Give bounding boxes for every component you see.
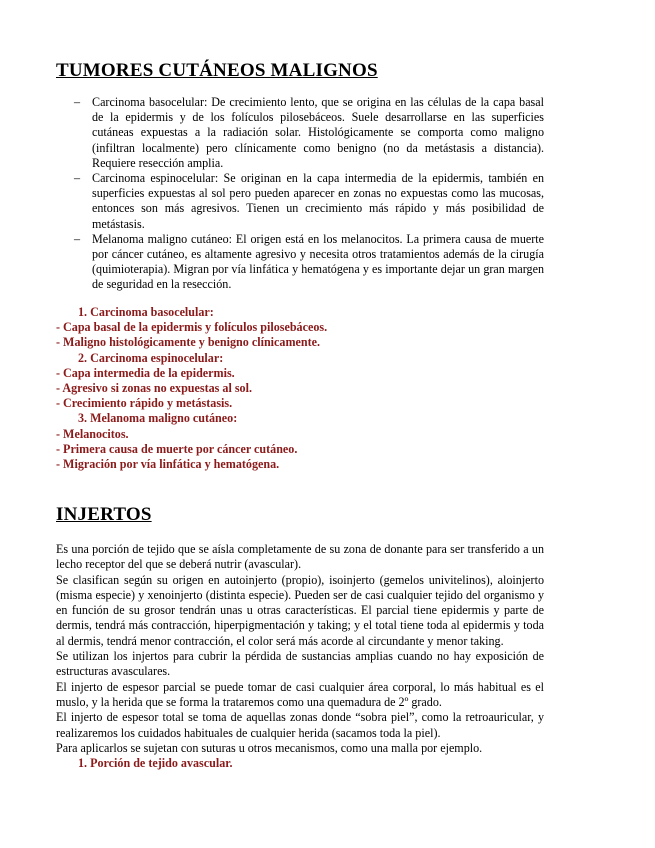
paragraph: Se utilizan los injertos para cubrir la pérdida de sustancias amplias cuando no hay exposición de estructuras avasculares. [56,649,544,679]
list-item [74,95,544,171]
summary-point: - Migración por vía linfática y hematógena. [56,457,280,472]
list-item [74,232,544,293]
paragraph: El injerto de espesor parcial se puede tomar de casi cualquier área corporal, lo más habitual es el muslo, y la herida que se forma la trataremos como una quemadura de 2º grado. [56,679,544,709]
summary-point: - Primera causa de muerte por cáncer cutáneo. [56,441,298,456]
bullet-dash: – [74,95,81,109]
summary-point: - Agresivo si zonas no expuestas al sol. [56,381,252,396]
summary-heading-espinocelular: 2. Carcinoma espinocelular: [78,350,224,365]
section-title-tumores: TUMORES CUTÁNEOS MALIGNOS [56,60,378,81]
list-item [74,171,544,232]
paragraph: El injerto de espesor total se toma de aquellas zonas donde “sobra piel”, como la retroauricular, y realizaremos los cuidados habituales de cualquier herida (sacamos toda la piel). [56,710,544,740]
summary-point: - Capa basal de la epidermis y folículos pilosebáceos. [56,320,328,335]
paragraph: Es una porción de tejido que se aísla completamente de su zona de donante para ser transferido a un lecho receptor del que se deberá nutrir (avascular). [56,542,544,572]
summary-point: - Crecimiento rápido y metástasis. [56,396,233,411]
summary-block [56,305,556,472]
summary-point: - Maligno histológicamente y benigno clínicamente. [56,335,321,350]
tumor-bullet-list [74,95,544,293]
bullet-dash: – [74,171,81,186]
numbered-point: 1. Porción de tejido avascular. [78,756,233,771]
section-title-injertos: INJERTOS [56,504,152,525]
summary-heading-basocelular: 1. Carcinoma basocelular: [78,305,214,319]
injertos-body [56,542,544,771]
paragraph: Se clasifican según su origen en autoinjerto (propio), isoinjerto (gemelos univitelinos), aloinjerto (misma especie) y xenoinjerto (distinta especie). Pueden ser de casi cualquier tejido del organismo y en función de su grosor tendrán unas u otras características. El parcial tiene epidermis y parte de dermis, tendrá más contracción, hiperpigmentación y taking; y el total tiene toda al epidermis y toda al dermis, tendrá menor contracción, el color será más acorde al circundante y menor taking. [56,572,544,648]
bullet-text-espinocelular: Carcinoma espinocelular: Se originan en la capa intermedia de la epidermis, también en superficies expuestas al sol pero pueden aparecer en zonas no expuestas como las mucosas, entonces son más agresivos. Tienen un crecimiento más rápido y más posibilidad de metástasis. [92,171,544,231]
summary-point: - Melanocitos. [56,426,129,441]
bullet-text-melanoma: Melanoma maligno cutáneo: El origen está en los melanocitos. La primera causa de muerte por cáncer cutáneo, es altamente agresivo y necesita otros tratamientos además de la cirugía (quimioterapia). Migran por vía linfática y hematógena y es importante dejar un gran margen de seguridad en la resección. [92,231,544,292]
summary-point: - Capa intermedia de la epidermis. [56,365,235,380]
paragraph: Para aplicarlos se sujetan con suturas u otros mecanismos, como una malla por ejemplo. [56,740,483,755]
bullet-dash: – [74,231,81,246]
summary-heading-melanoma: 3. Melanoma maligno cutáneo: [78,411,238,426]
bullet-text-basocelular: Carcinoma basocelular: De crecimiento lento, que se origina en las células de la capa basal de la epidermis y de los folículos pilosebáceos. Suele desarrollarse en las superficies cutáneas expuestas a la radiación solar. Histológicamente se comporta como maligno (infiltran localmente) pero clínicamente como benigno (no da metástasis a distancia). Requiere resección amplia. [92,95,544,170]
